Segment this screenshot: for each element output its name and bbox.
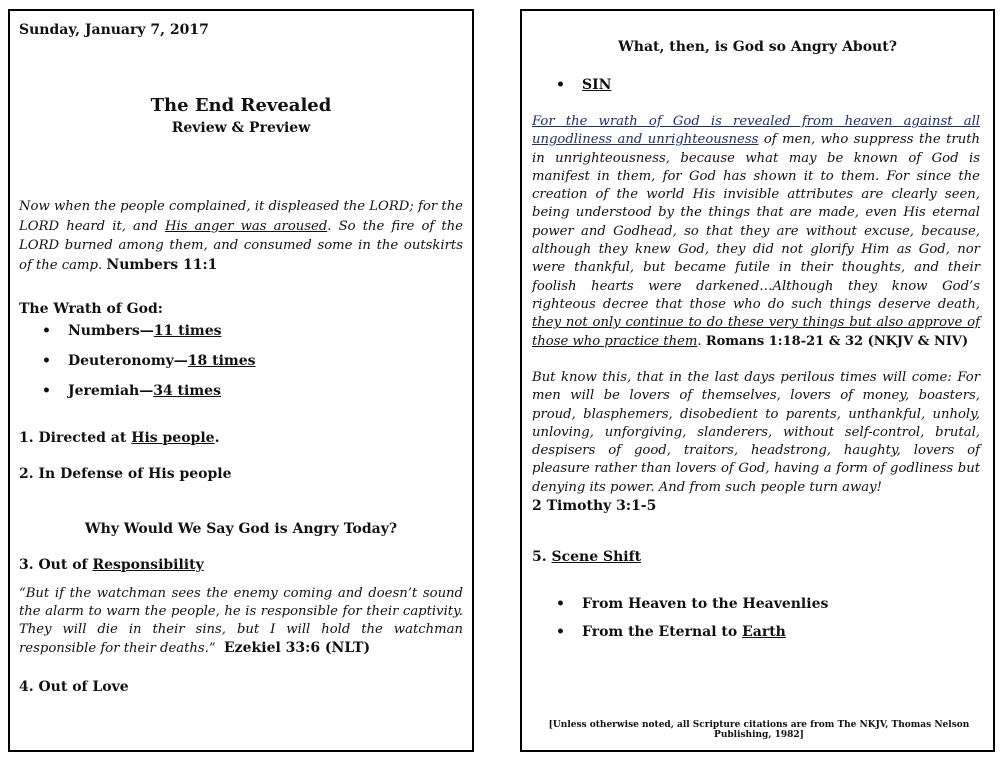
romans-underlined-open: For the wrath of God is revealed from heaven against all ungodliness and unrighteousness	[532, 114, 980, 148]
timothy-text: But know this, that in the last days perilous times will come: For men will be lovers of themselves, lovers of money, boasters, proud, blasphemers, disobedient to parents, unthankful, unholy, unloving, unforgiving, slanderers, without self-control, brutal, despisers of good, traitors, headstrong, haughty, lovers of pleasure rather than lovers of God, having a form of godliness but denying its power. And from such people turn away!	[532, 370, 980, 495]
right-heading: What, then, is God so Angry About?	[618, 39, 897, 55]
wrath-heading: The Wrath of God:	[19, 301, 163, 317]
point-2: 2. In Defense of His people	[19, 466, 232, 482]
scene-shift-list	[556, 593, 828, 649]
page-title: The End Revealed	[150, 95, 332, 116]
passage-reference: Numbers 11:1	[106, 256, 218, 273]
romans-text: of men, who suppress the truth in unrighteousness, because what may be known of God is manifest in them, for God has shown it to them. For since the creation of the world His invisible attributes are clearly seen, being understood by the things that are made, even His eternal power and Godhead, so that they are without excuse, because, although they knew God, they did not glorify Him as God, nor were thankful, but became futile in their thoughts, and their foolish hearts were darkened…Although they know God’s righteous decree that those who do such things deserve death,	[532, 132, 980, 312]
quote-text: “But if the watchman sees the enemy coming and doesn’t sound the alarm to warn the people, he is responsible for their captivity. They will die in their sins, but I will hold the watchman responsible for their deaths.”	[19, 586, 463, 656]
list-item: • From Heaven to the Heavenlies	[556, 593, 828, 621]
wrath-list	[42, 320, 256, 410]
romans-reference: Romans 1:18-21 & 32 (NKJV & NIV)	[705, 333, 969, 349]
question-heading: Why Would We Say God is Angry Today?	[84, 521, 398, 537]
passage-text-end: . So the fire of the LORD burned among them, and consumed some in the outskirts of the camp.	[19, 218, 463, 273]
passage-text: Now when the people complained, it displeased the LORD; for the LORD heard it, and	[19, 199, 463, 234]
numbers-passage	[19, 197, 463, 275]
page-subtitle: Review & Preview	[171, 120, 311, 136]
quote-reference: Ezekiel 33:6 (NLT)	[224, 640, 371, 656]
passage-underlined: His anger was aroused	[164, 218, 328, 234]
left-page	[8, 9, 474, 752]
footnote: [Unless otherwise noted, all Scripture citations are from The NKJV, Thomas Nelson Publishing, 1982]	[548, 720, 970, 740]
right-page	[520, 9, 995, 752]
list-item: • From the Eternal to Earth	[556, 621, 828, 649]
point-1: 1. Directed at His people.	[19, 430, 220, 446]
romans-underlined-close: they not only continue to do these very things but also approve of those who practice them	[532, 315, 980, 349]
timothy-passage	[532, 369, 980, 516]
point-3: 3. Out of Responsibility	[19, 557, 204, 573]
list-item: • SIN	[556, 77, 611, 93]
ezekiel-quote	[19, 585, 463, 658]
point-5: 5. Scene Shift	[532, 549, 642, 565]
timothy-reference: 2 Timothy 3:1-5	[532, 498, 657, 515]
romans-passage: For the wrath of God is revealed from heaven against all ungodliness and unrighteousness of men, who suppress the truth in unrighteousness, because what may be known of God is manifest in them, for God has shown it to them. For since the creation of the world His invisible attributes are clearly seen, being understood by the things that are made, even His eternal power and Godhead, so that they are without excuse, because, although they knew God, they did not glorify Him as God, nor were thankful, but became futile in their thoughts, and their foolish hearts were darkened…Although they know God’s righteous decree that those who do such things deserve death, they not only continue to do these very things but also approve of those who practice them. Romans 1:18-21 & 32 (NKJV & NIV)	[532, 114, 980, 349]
date-line: Sunday, January 7, 2017	[19, 22, 209, 38]
list-item: • Deuteronomy—18 times	[42, 350, 256, 380]
list-item: • Numbers—11 times	[42, 320, 256, 350]
sin-list	[556, 77, 611, 93]
list-item: • Jeremiah—34 times	[42, 380, 256, 410]
point-4: 4. Out of Love	[19, 679, 129, 695]
